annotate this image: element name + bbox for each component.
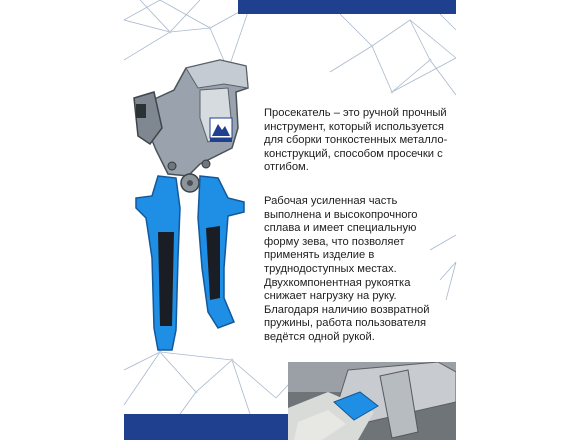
top-accent-bar [238,0,456,14]
description-paragraph-2: Рабочая усиленная часть выполнена и высокопрочного сплава и имеет специальную форму зева, что позволяет применять изделие в труднодоступных местах. Двухкомпонентная рукоятка снижает нагрузку на руку. Благодаря наличию возвратной пружины, работа пользователя ведётся одной рукой. [264,194,430,343]
mountain-logo-badge [210,118,232,142]
bottom-accent-bar [124,414,304,440]
description-text [264,107,450,365]
hand-punch-tool-image [128,58,252,358]
usage-photo [288,362,456,440]
description-paragraph-1: Просекатель – это ручной прочный инструмент, который используется для сборки тонкостенных металло- конструкций, способом просечки с отгибом. [264,107,448,174]
